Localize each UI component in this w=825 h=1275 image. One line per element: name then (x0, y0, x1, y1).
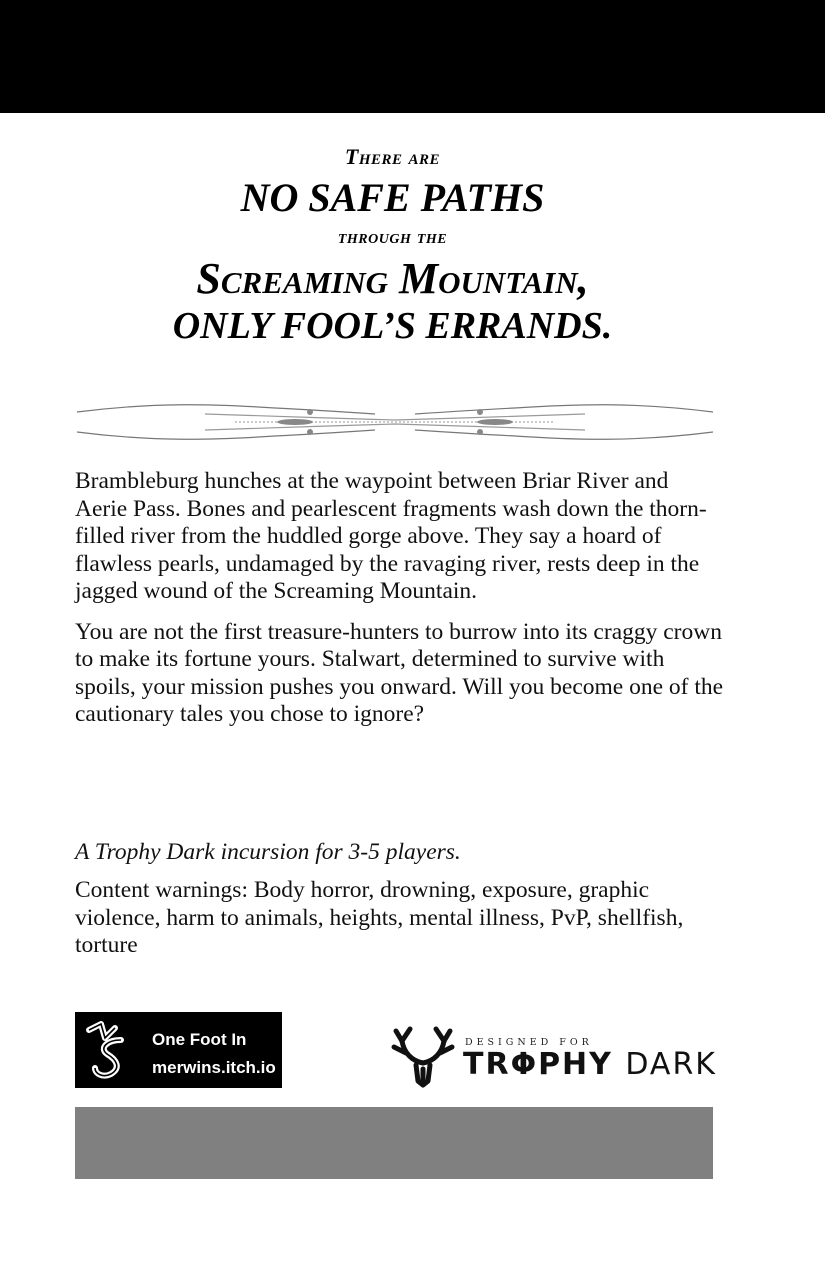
tagline: A Trophy Dark incursion for 3-5 players. (75, 839, 461, 865)
publisher-url: merwins.itch.io (152, 1058, 276, 1077)
grey-placeholder-box (75, 1107, 713, 1179)
publisher-name: One Foot In (152, 1030, 247, 1049)
trophy-word: TRΦPHY (463, 1047, 613, 1082)
publisher-text (152, 1026, 276, 1082)
trophy-dark-logo (390, 1023, 720, 1091)
publisher-logo (75, 1012, 282, 1088)
description-paragraph-1: Brambleburg hunches at the waypoint between Briar River and Aerie Pass. Bones and pearlescent fragments wash down the thorn-filled river from the huddled gorge above. They say a hoard of flawless pearls, undamaged by the ravaging river, rests deep in the jagged wound of the Screaming Mountain. (75, 468, 707, 604)
description-paragraph-2: You are not the first treasure-hunters to burrow into its craggy crown to make its fortune yours. Stalwart, determined to survive with spoils, your mission pushes you onward. Will you become one of the cautionary tales you chose to ignore? (75, 618, 724, 727)
title-line-there-are: There are (344, 144, 441, 169)
trophy-wordmark (463, 1047, 717, 1082)
ofi-monogram-icon (81, 1018, 145, 1082)
ornamental-divider (75, 400, 715, 444)
dark-word: DARK (625, 1047, 717, 1082)
title-line-no-safe-paths: NO SAFE PATHS (240, 175, 545, 220)
title-block (0, 140, 785, 350)
antler-icon (390, 1023, 456, 1089)
content-warnings: Content warnings: Body horror, drowning, exposure, graphic violence, harm to animals, heights, mental illness, PvP, shellfish, torture (75, 877, 684, 958)
title-line-screaming-mountain: Screaming Mountain, (196, 254, 589, 303)
top-black-bar (0, 0, 825, 113)
title-line-fools-errands: ONLY FOOL’S ERRANDS. (172, 305, 613, 347)
title-line-through-the: through the (337, 226, 448, 248)
description (75, 468, 725, 742)
designed-for-text: DESIGNED FOR (465, 1037, 593, 1048)
